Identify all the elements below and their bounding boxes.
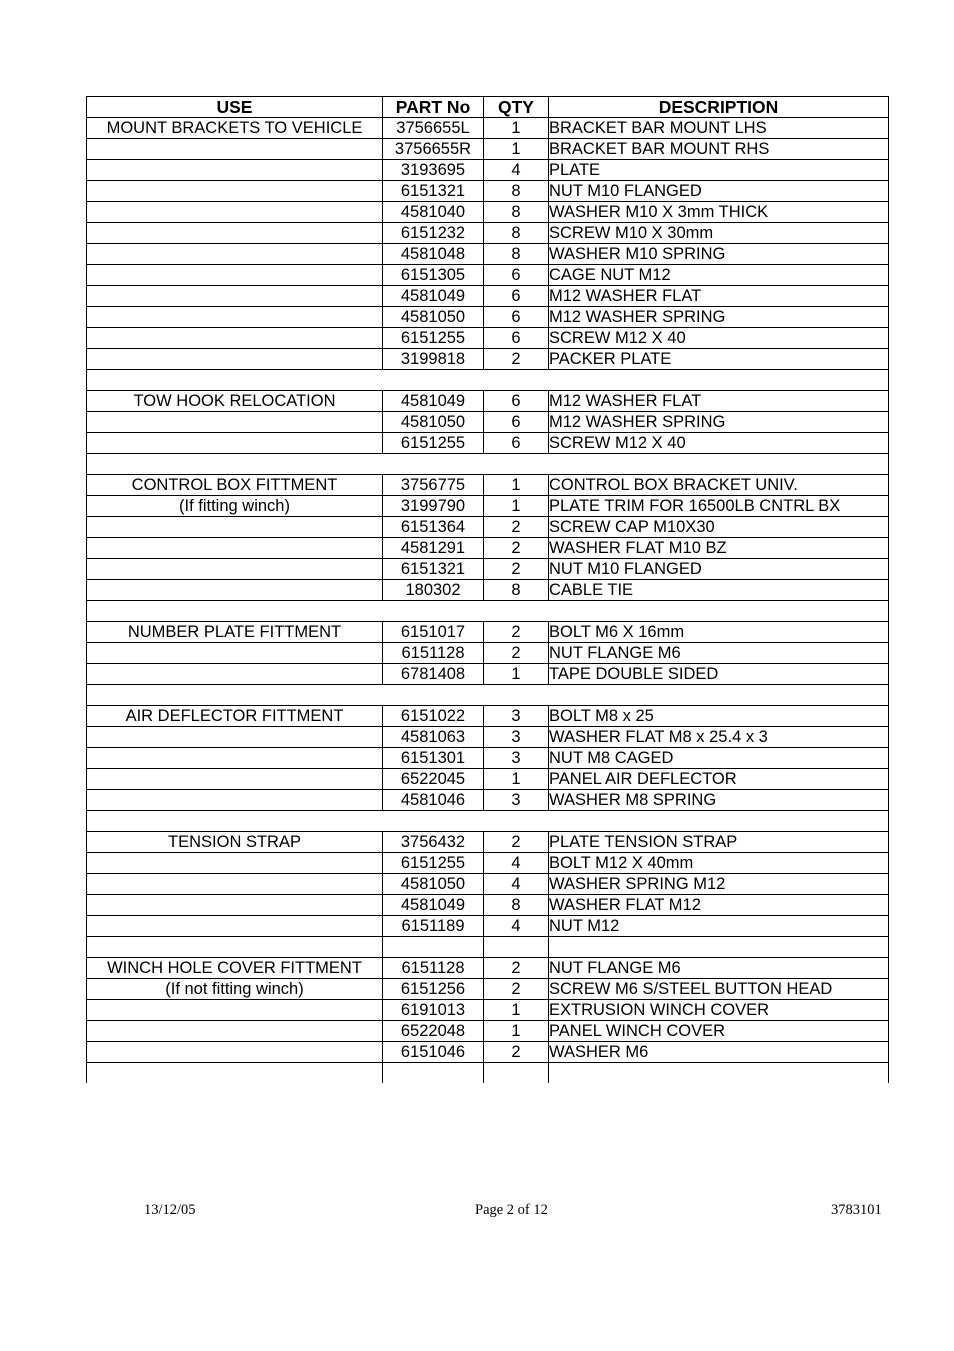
cell-use xyxy=(87,916,383,937)
cell-qty: 2 xyxy=(484,559,549,580)
footer-document-number: 3783101 xyxy=(831,1202,882,1218)
cell-use xyxy=(87,643,383,664)
cell-description: SCREW CAP M10X30 xyxy=(549,517,889,538)
table-row xyxy=(87,496,889,517)
cell-part-no: 3199818 xyxy=(383,349,484,370)
cell-description: CAGE NUT M12 xyxy=(549,265,889,286)
table-row xyxy=(87,664,889,685)
cell-spacer xyxy=(87,370,889,391)
cell-qty: 1 xyxy=(484,769,549,790)
cell-part-no: 3199790 xyxy=(383,496,484,517)
cell-qty: 1 xyxy=(484,139,549,160)
cell-part-no: 6151017 xyxy=(383,622,484,643)
cell-use: TOW HOOK RELOCATION xyxy=(87,391,383,412)
cell-description: CONTROL BOX BRACKET UNIV. xyxy=(549,475,889,496)
table-row xyxy=(87,454,889,475)
cell-description: WASHER M6 xyxy=(549,1042,889,1063)
cell-use xyxy=(87,1063,383,1084)
cell-description: PANEL AIR DEFLECTOR xyxy=(549,769,889,790)
cell-part-no: 6151189 xyxy=(383,916,484,937)
table-row xyxy=(87,916,889,937)
cell-part-no: 6151255 xyxy=(383,433,484,454)
cell-qty: 8 xyxy=(484,181,549,202)
cell-part-no: 3193695 xyxy=(383,160,484,181)
cell-description: M12 WASHER SPRING xyxy=(549,412,889,433)
cell-description: SCREW M6 S/STEEL BUTTON HEAD xyxy=(549,979,889,1000)
cell-qty: 6 xyxy=(484,328,549,349)
cell-part-no: 6151364 xyxy=(383,517,484,538)
cell-qty: 4 xyxy=(484,160,549,181)
table-row xyxy=(87,307,889,328)
table-row xyxy=(87,559,889,580)
cell-description: PLATE TENSION STRAP xyxy=(549,832,889,853)
cell-qty: 6 xyxy=(484,307,549,328)
table-row xyxy=(87,160,889,181)
cell-description: BOLT M8 x 25 xyxy=(549,706,889,727)
cell-use: (If fitting winch) xyxy=(87,496,383,517)
cell-part-no: 6151022 xyxy=(383,706,484,727)
cell-use xyxy=(87,286,383,307)
cell-description: BRACKET BAR MOUNT LHS xyxy=(549,118,889,139)
cell-qty: 8 xyxy=(484,202,549,223)
cell-qty: 1 xyxy=(484,1021,549,1042)
cell-part-no: 4581050 xyxy=(383,307,484,328)
cell-description: SCREW M12 X 40 xyxy=(549,328,889,349)
cell-description: EXTRUSION WINCH COVER xyxy=(549,1000,889,1021)
table-row xyxy=(87,727,889,748)
cell-spacer xyxy=(87,685,889,706)
cell-part-no xyxy=(383,937,484,958)
table-row xyxy=(87,139,889,160)
table-row xyxy=(87,580,889,601)
header-part-no: PART No xyxy=(383,97,484,118)
cell-part-no: 4581049 xyxy=(383,286,484,307)
cell-description: WASHER M8 SPRING xyxy=(549,790,889,811)
table-row xyxy=(87,874,889,895)
cell-description: PLATE xyxy=(549,160,889,181)
cell-use: NUMBER PLATE FITTMENT xyxy=(87,622,383,643)
parts-table-body xyxy=(87,118,889,1084)
cell-qty: 2 xyxy=(484,517,549,538)
cell-qty: 2 xyxy=(484,958,549,979)
cell-qty xyxy=(484,937,549,958)
cell-description: BOLT M6 X 16mm xyxy=(549,622,889,643)
cell-description: NUT FLANGE M6 xyxy=(549,643,889,664)
cell-part-no: 4581050 xyxy=(383,874,484,895)
cell-part-no: 6522048 xyxy=(383,1021,484,1042)
cell-part-no: 6191013 xyxy=(383,1000,484,1021)
cell-description: NUT FLANGE M6 xyxy=(549,958,889,979)
cell-qty: 1 xyxy=(484,1000,549,1021)
cell-qty: 8 xyxy=(484,244,549,265)
cell-use xyxy=(87,517,383,538)
table-row xyxy=(87,601,889,622)
cell-qty: 2 xyxy=(484,832,549,853)
cell-use: WINCH HOLE COVER FITTMENT xyxy=(87,958,383,979)
cell-part-no xyxy=(383,1063,484,1084)
cell-qty: 3 xyxy=(484,748,549,769)
cell-description: SCREW M12 X 40 xyxy=(549,433,889,454)
table-row xyxy=(87,328,889,349)
cell-qty: 2 xyxy=(484,349,549,370)
table-row xyxy=(87,790,889,811)
cell-description: SCREW M10 X 30mm xyxy=(549,223,889,244)
cell-use: MOUNT BRACKETS TO VEHICLE xyxy=(87,118,383,139)
cell-use: TENSION STRAP xyxy=(87,832,383,853)
cell-use xyxy=(87,895,383,916)
cell-use xyxy=(87,328,383,349)
table-row xyxy=(87,181,889,202)
table-row xyxy=(87,853,889,874)
cell-use xyxy=(87,664,383,685)
cell-qty: 6 xyxy=(484,391,549,412)
cell-use xyxy=(87,790,383,811)
cell-part-no: 4581046 xyxy=(383,790,484,811)
cell-use xyxy=(87,853,383,874)
parts-table xyxy=(86,96,889,1083)
cell-qty: 6 xyxy=(484,412,549,433)
cell-description: PACKER PLATE xyxy=(549,349,889,370)
cell-part-no: 3756655R xyxy=(383,139,484,160)
cell-use xyxy=(87,349,383,370)
cell-qty: 4 xyxy=(484,874,549,895)
table-row xyxy=(87,1042,889,1063)
cell-use xyxy=(87,748,383,769)
cell-part-no: 3756655L xyxy=(383,118,484,139)
cell-use xyxy=(87,202,383,223)
cell-part-no: 6151256 xyxy=(383,979,484,1000)
cell-description: BRACKET BAR MOUNT RHS xyxy=(549,139,889,160)
table-row xyxy=(87,244,889,265)
cell-use xyxy=(87,223,383,244)
cell-qty: 4 xyxy=(484,853,549,874)
table-row xyxy=(87,748,889,769)
cell-qty: 6 xyxy=(484,286,549,307)
cell-use: (If not fitting winch) xyxy=(87,979,383,1000)
cell-qty: 6 xyxy=(484,433,549,454)
cell-qty: 8 xyxy=(484,223,549,244)
cell-description: M12 WASHER SPRING xyxy=(549,307,889,328)
table-row xyxy=(87,412,889,433)
cell-qty: 3 xyxy=(484,706,549,727)
cell-part-no: 6151232 xyxy=(383,223,484,244)
table-row xyxy=(87,979,889,1000)
cell-part-no: 6781408 xyxy=(383,664,484,685)
cell-description: NUT M12 xyxy=(549,916,889,937)
cell-part-no: 4581049 xyxy=(383,895,484,916)
cell-use xyxy=(87,433,383,454)
cell-part-no: 6151128 xyxy=(383,643,484,664)
cell-spacer xyxy=(87,811,889,832)
cell-part-no: 4581040 xyxy=(383,202,484,223)
table-row xyxy=(87,349,889,370)
cell-description: WASHER FLAT M12 xyxy=(549,895,889,916)
table-row xyxy=(87,622,889,643)
table-row xyxy=(87,895,889,916)
cell-qty: 2 xyxy=(484,643,549,664)
cell-use xyxy=(87,538,383,559)
table-row xyxy=(87,706,889,727)
table-row xyxy=(87,1063,889,1084)
cell-part-no: 4581048 xyxy=(383,244,484,265)
cell-description: M12 WASHER FLAT xyxy=(549,391,889,412)
cell-part-no: 3756775 xyxy=(383,475,484,496)
footer-date: 13/12/05 xyxy=(144,1202,196,1218)
cell-part-no: 6151321 xyxy=(383,559,484,580)
cell-qty: 4 xyxy=(484,916,549,937)
cell-part-no: 6151321 xyxy=(383,181,484,202)
cell-description: WASHER FLAT M10 BZ xyxy=(549,538,889,559)
cell-use xyxy=(87,727,383,748)
cell-use xyxy=(87,160,383,181)
cell-part-no: 3756432 xyxy=(383,832,484,853)
cell-qty: 6 xyxy=(484,265,549,286)
table-row xyxy=(87,643,889,664)
cell-qty xyxy=(484,1063,549,1084)
table-row xyxy=(87,517,889,538)
cell-use: CONTROL BOX FITTMENT xyxy=(87,475,383,496)
table-row xyxy=(87,958,889,979)
cell-description: BOLT M12 X 40mm xyxy=(549,853,889,874)
cell-use xyxy=(87,412,383,433)
cell-description: WASHER SPRING M12 xyxy=(549,874,889,895)
cell-qty: 2 xyxy=(484,979,549,1000)
cell-spacer xyxy=(87,601,889,622)
cell-part-no: 4581063 xyxy=(383,727,484,748)
table-row xyxy=(87,370,889,391)
header-use: USE xyxy=(87,97,383,118)
table-row xyxy=(87,202,889,223)
cell-use xyxy=(87,307,383,328)
cell-use xyxy=(87,769,383,790)
table-row xyxy=(87,391,889,412)
cell-use xyxy=(87,1042,383,1063)
table-row xyxy=(87,433,889,454)
cell-qty: 2 xyxy=(484,1042,549,1063)
cell-spacer xyxy=(87,454,889,475)
cell-description: WASHER M10 SPRING xyxy=(549,244,889,265)
cell-part-no: 6151046 xyxy=(383,1042,484,1063)
cell-part-no: 6151255 xyxy=(383,328,484,349)
cell-description: NUT M10 FLANGED xyxy=(549,559,889,580)
cell-description: CABLE TIE xyxy=(549,580,889,601)
table-row xyxy=(87,223,889,244)
cell-use xyxy=(87,580,383,601)
cell-use xyxy=(87,265,383,286)
cell-part-no: 4581050 xyxy=(383,412,484,433)
cell-use xyxy=(87,874,383,895)
cell-qty: 1 xyxy=(484,118,549,139)
table-row xyxy=(87,1021,889,1042)
table-row xyxy=(87,118,889,139)
cell-use xyxy=(87,244,383,265)
cell-use xyxy=(87,1000,383,1021)
cell-part-no: 6151305 xyxy=(383,265,484,286)
table-header-row xyxy=(87,97,889,118)
cell-use xyxy=(87,139,383,160)
cell-description xyxy=(549,937,889,958)
table-row xyxy=(87,1000,889,1021)
cell-qty: 2 xyxy=(484,538,549,559)
table-row xyxy=(87,811,889,832)
cell-use: AIR DEFLECTOR FITTMENT xyxy=(87,706,383,727)
cell-use xyxy=(87,559,383,580)
cell-use xyxy=(87,181,383,202)
cell-description: WASHER FLAT M8 x 25.4 x 3 xyxy=(549,727,889,748)
cell-description: PANEL WINCH COVER xyxy=(549,1021,889,1042)
cell-description: PLATE TRIM FOR 16500LB CNTRL BX xyxy=(549,496,889,517)
cell-description: NUT M10 FLANGED xyxy=(549,181,889,202)
cell-qty: 3 xyxy=(484,727,549,748)
table-row xyxy=(87,937,889,958)
cell-description: TAPE DOUBLE SIDED xyxy=(549,664,889,685)
cell-description xyxy=(549,1063,889,1084)
table-row xyxy=(87,832,889,853)
cell-part-no: 4581049 xyxy=(383,391,484,412)
cell-qty: 8 xyxy=(484,580,549,601)
table-row xyxy=(87,286,889,307)
footer-page-number: Page 2 of 12 xyxy=(475,1202,548,1218)
cell-description: WASHER M10 X 3mm THICK xyxy=(549,202,889,223)
cell-part-no: 6151255 xyxy=(383,853,484,874)
cell-qty: 1 xyxy=(484,664,549,685)
header-description: DESCRIPTION xyxy=(549,97,889,118)
cell-part-no: 6151128 xyxy=(383,958,484,979)
cell-use xyxy=(87,937,383,958)
cell-part-no: 4581291 xyxy=(383,538,484,559)
cell-part-no: 6151301 xyxy=(383,748,484,769)
cell-qty: 1 xyxy=(484,496,549,517)
cell-qty: 1 xyxy=(484,475,549,496)
cell-description: M12 WASHER FLAT xyxy=(549,286,889,307)
table-row xyxy=(87,685,889,706)
header-qty: QTY xyxy=(484,97,549,118)
cell-use xyxy=(87,1021,383,1042)
cell-description: NUT M8 CAGED xyxy=(549,748,889,769)
cell-qty: 8 xyxy=(484,895,549,916)
cell-qty: 2 xyxy=(484,622,549,643)
table-row xyxy=(87,538,889,559)
cell-part-no: 180302 xyxy=(383,580,484,601)
table-row xyxy=(87,475,889,496)
table-row xyxy=(87,769,889,790)
cell-part-no: 6522045 xyxy=(383,769,484,790)
cell-qty: 3 xyxy=(484,790,549,811)
table-row xyxy=(87,265,889,286)
